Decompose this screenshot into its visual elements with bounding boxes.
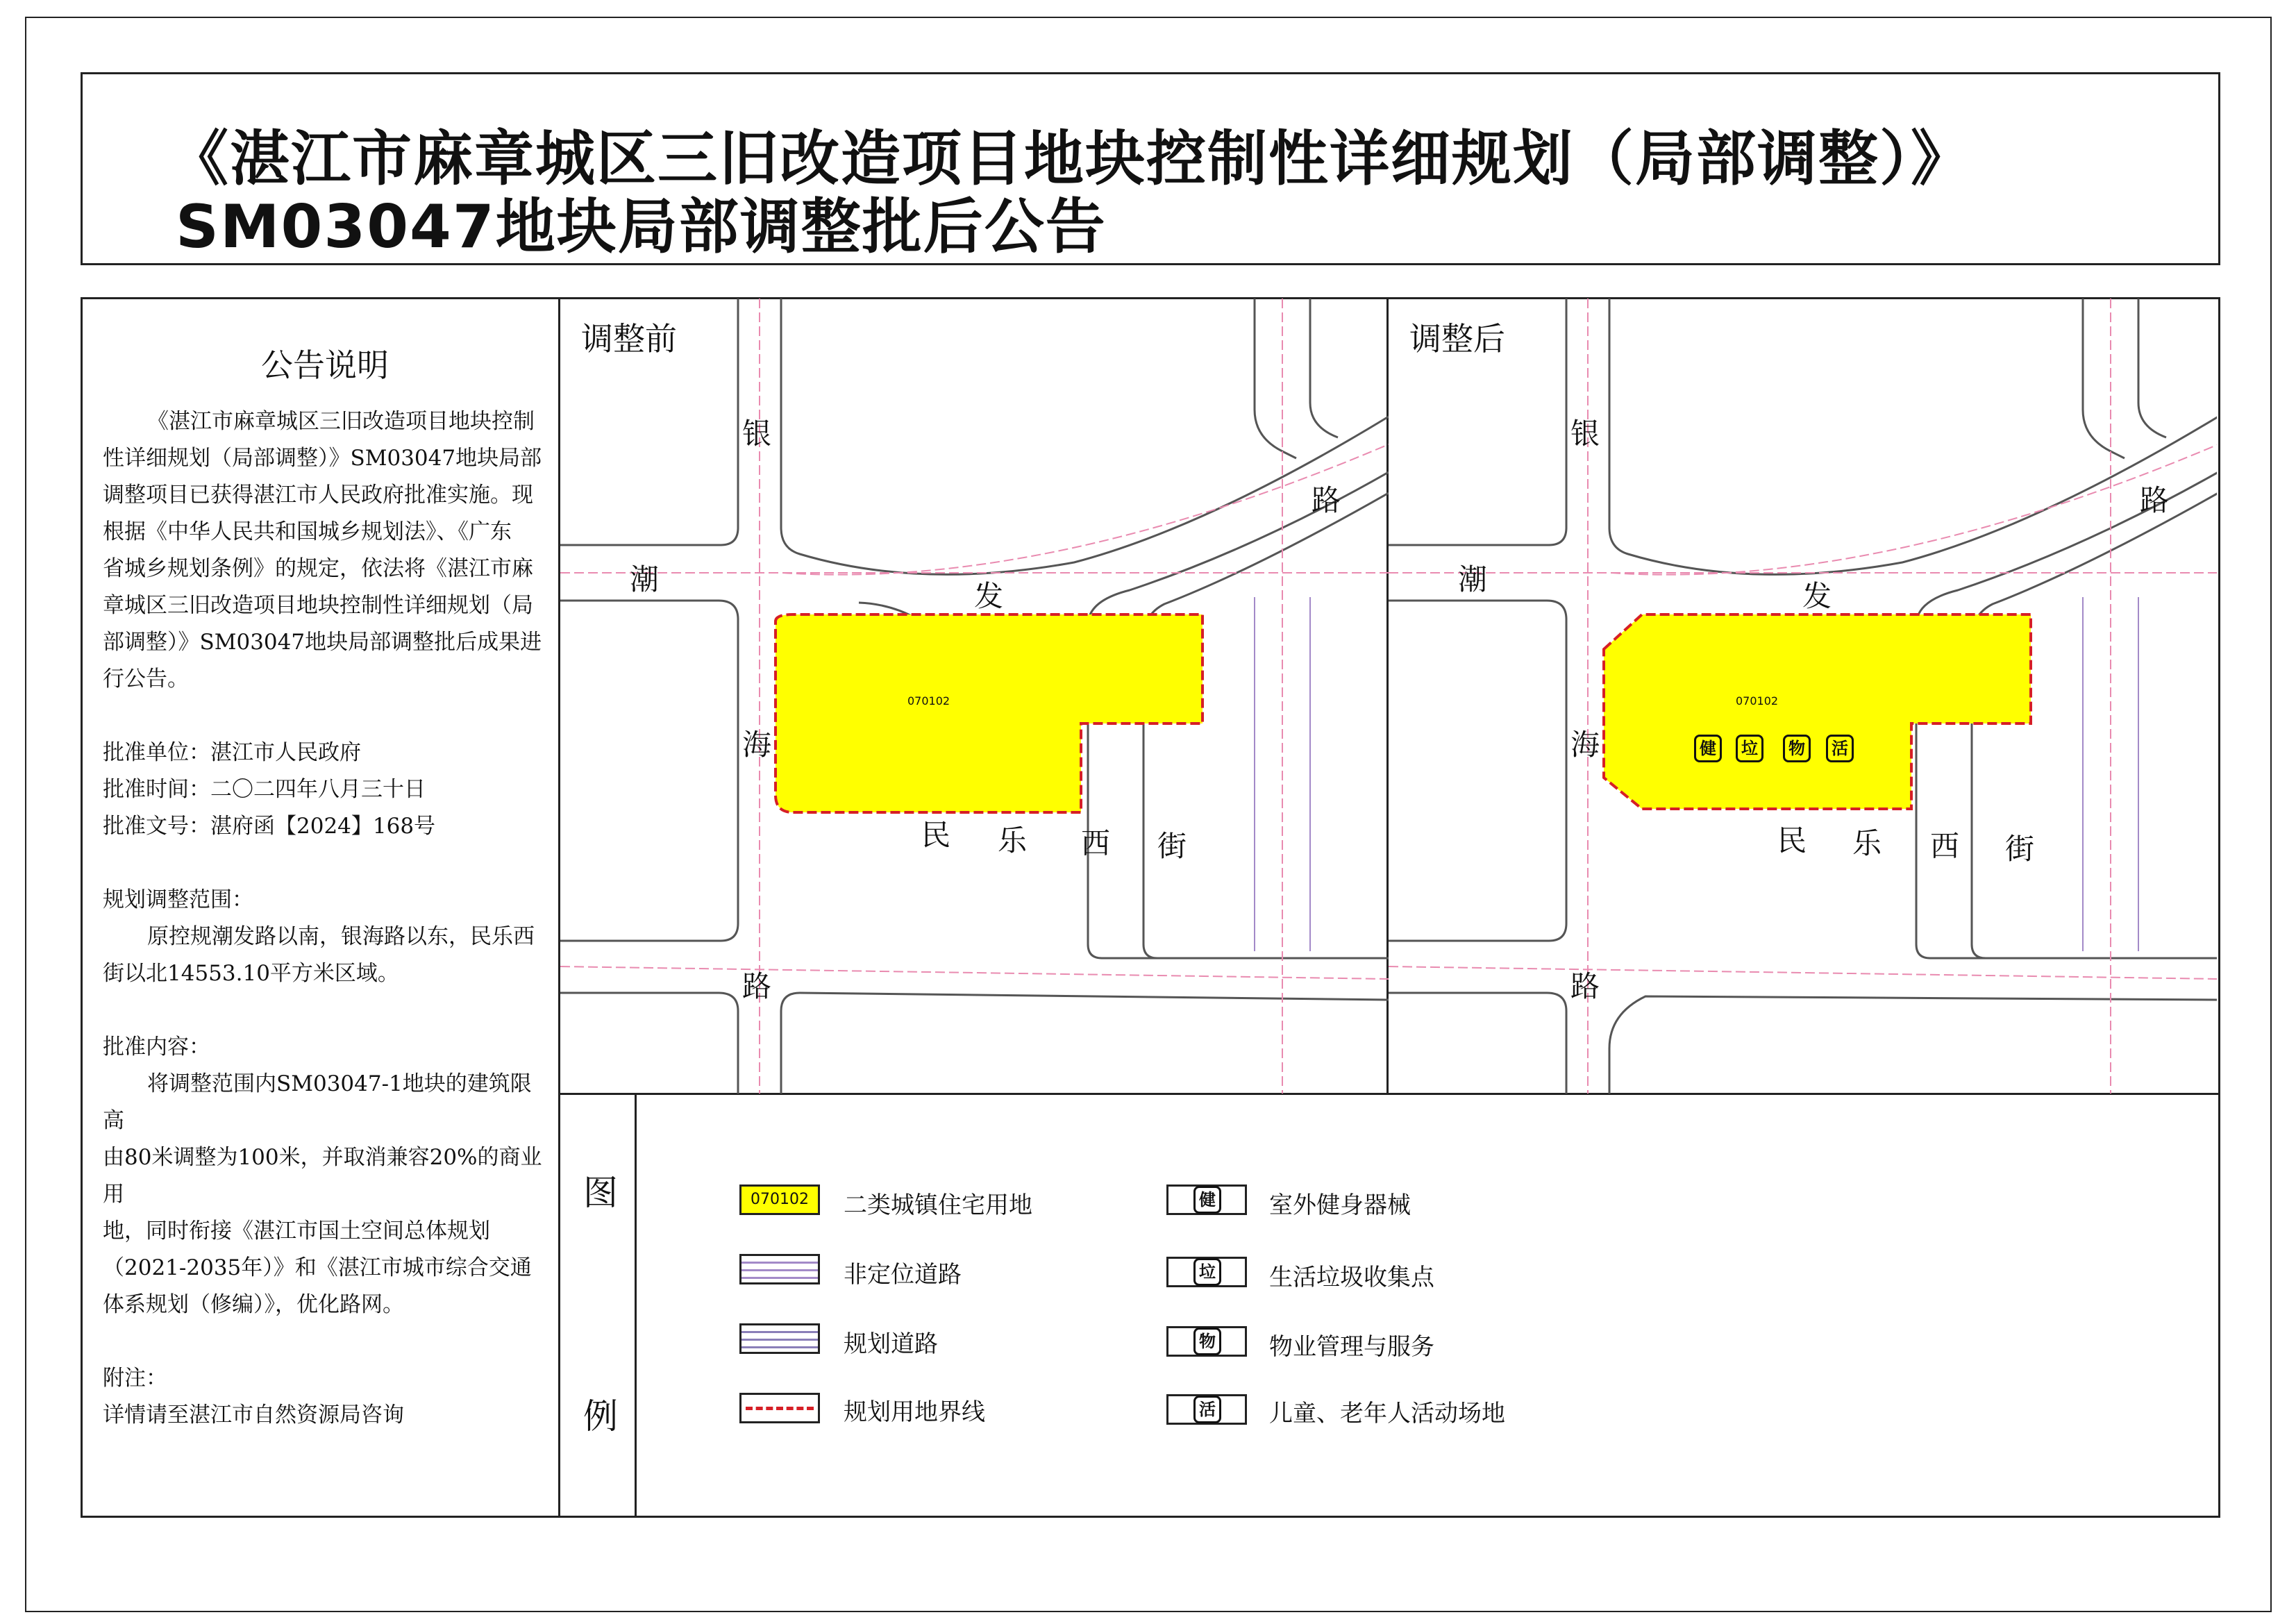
approval-time: 批准时间：二〇二四年八月三十日 <box>103 777 426 802</box>
notice-heading: 公告说明 <box>261 346 389 384</box>
notice-intro-line: 省城乡规划条例》的规定，依法将《湛江市麻 <box>103 556 533 581</box>
road-label-minle: 街 <box>1157 829 1187 863</box>
content-line: 由80米调整为100米，并取消兼容20%的商业用 <box>103 1145 542 1207</box>
title-block <box>81 72 2220 265</box>
parcel-070102-before <box>776 614 1203 812</box>
scope-heading: 规划调整范围： <box>103 887 253 912</box>
garbage-collection-icon: 垃 <box>1736 735 1763 762</box>
approval-unit: 批准单位：湛江市人民政府 <box>103 740 361 765</box>
legend-label-land-boundary: 规划用地界线 <box>844 1398 985 1426</box>
legend-label-fitness: 室外健身器械 <box>1269 1191 1411 1219</box>
road-label-minle: 乐 <box>998 823 1028 857</box>
title-line-1: 《湛江市麻章城区三旧改造项目地块控制性详细规划（局部调整）》 <box>169 124 1972 194</box>
property-management-icon: 物 <box>1783 735 1811 762</box>
scope-line: 街以北14553.10平方米区域。 <box>103 961 399 986</box>
road-label-minle: 乐 <box>1852 826 1882 860</box>
legend-title-top: 图 <box>583 1173 618 1213</box>
garbage-swatch <box>1166 1257 1247 1287</box>
road-label-chaofa: 发 <box>974 579 1004 613</box>
map-before-title: 调整前 <box>581 320 677 358</box>
road-label-minle: 街 <box>2005 832 2035 866</box>
note-text: 详情请至湛江市自然资源局咨询 <box>103 1403 404 1428</box>
garbage-legend-icon: 垃 <box>1193 1258 1221 1286</box>
legend-label-residential: 二类城镇住宅用地 <box>844 1191 1032 1219</box>
activity-area-icon: 活 <box>1826 735 1854 762</box>
map-before-drawing <box>560 299 1389 1094</box>
fitness-legend-icon: 健 <box>1193 1186 1221 1214</box>
legend-label-nonfixed-road: 非定位道路 <box>844 1261 962 1289</box>
notice-panel <box>103 305 547 1434</box>
legend-label-garbage: 生活垃圾收集点 <box>1269 1264 1434 1291</box>
parcel-code-label: 070102 <box>907 694 950 708</box>
road-label-chaofa: 发 <box>1802 579 1832 613</box>
notice-intro-line: 行公告。 <box>103 667 189 692</box>
approval-doc-number: 批准文号：湛府函【2024】168号 <box>103 814 436 839</box>
content-line: 体系规划（修编）》，优化路网。 <box>103 1292 404 1317</box>
road-label-yinhai: 海 <box>742 728 772 762</box>
road-label-minle: 西 <box>1081 826 1111 860</box>
activity-legend-icon: 活 <box>1193 1396 1221 1423</box>
legend-title-divider <box>635 1093 637 1518</box>
road-label-yinhai: 路 <box>742 969 772 1003</box>
legend-title-bottom: 例 <box>583 1396 618 1437</box>
road-label-chaofa: 潮 <box>630 562 660 596</box>
notice-intro-line: 《湛江市麻章城区三旧改造项目地块控制 <box>147 409 535 434</box>
legend-label-property: 物业管理与服务 <box>1269 1333 1434 1361</box>
content-line: 将调整范围内SM03047-1地块的建筑限高 <box>103 1071 532 1133</box>
fitness-swatch <box>1166 1184 1247 1215</box>
notice-intro-line: 章城区三旧改造项目地块控制性详细规划（局 <box>103 593 533 618</box>
scope-line: 原控规潮发路以南，银海路以东，民乐西 <box>147 924 535 949</box>
property-swatch <box>1166 1326 1247 1357</box>
road-label-minle: 西 <box>1930 829 1960 863</box>
map-after-drawing <box>1389 299 2217 1094</box>
content-line: 地，同时衔接《湛江市国土空间总体规划 <box>103 1219 490 1244</box>
map-after <box>1389 299 2217 1094</box>
notice-intro-line: 部调整）》SM03047地块局部调整批后成果进 <box>103 630 542 655</box>
legend-label-activity: 儿童、老年人活动场地 <box>1269 1400 1505 1428</box>
planned-road-swatch <box>739 1323 820 1354</box>
parcel-code-label: 070102 <box>1736 694 1779 708</box>
residential-land-swatch <box>739 1184 820 1215</box>
legend-label-planned-road: 规划道路 <box>844 1330 938 1358</box>
road-label-chaofa: 潮 <box>1458 562 1488 596</box>
parcel-070102-after <box>1604 614 2031 809</box>
nonfixed-road-swatch <box>739 1254 820 1284</box>
road-label-yinhai: 银 <box>1570 417 1600 451</box>
notice-intro-line: 性详细规划（局部调整）》SM03047地块局部 <box>103 446 542 471</box>
map-after-title: 调整后 <box>1409 320 1505 358</box>
road-label-chaofa: 路 <box>1312 483 1341 517</box>
land-boundary-swatch <box>739 1393 820 1423</box>
map-before <box>560 299 1389 1094</box>
road-label-minle: 民 <box>921 818 951 852</box>
road-edge <box>560 601 738 941</box>
residential-land-swatch-code: 070102 <box>751 1191 809 1208</box>
road-label-minle: 民 <box>1777 823 1807 857</box>
note-heading: 附注： <box>103 1366 167 1391</box>
property-legend-icon: 物 <box>1193 1328 1221 1355</box>
activity-swatch <box>1166 1394 1247 1425</box>
road-label-yinhai: 银 <box>742 417 772 451</box>
road-label-yinhai: 海 <box>1570 728 1600 762</box>
road-label-chaofa: 路 <box>2140 483 2170 517</box>
title-line-2: SM03047地块局部调整批后公告 <box>176 192 1107 262</box>
content-line: （2021-2035年）》和《湛江市城市综合交通 <box>103 1255 532 1280</box>
road-label-yinhai: 路 <box>1570 969 1600 1003</box>
notice-intro-line: 调整项目已获得湛江市人民政府批准实施。现 <box>103 483 533 508</box>
notice-intro-line: 根据《中华人民共和国城乡规划法》、《广东 <box>103 519 512 544</box>
fitness-equipment-icon: 健 <box>1694 735 1722 762</box>
content-heading: 批准内容： <box>103 1035 210 1060</box>
